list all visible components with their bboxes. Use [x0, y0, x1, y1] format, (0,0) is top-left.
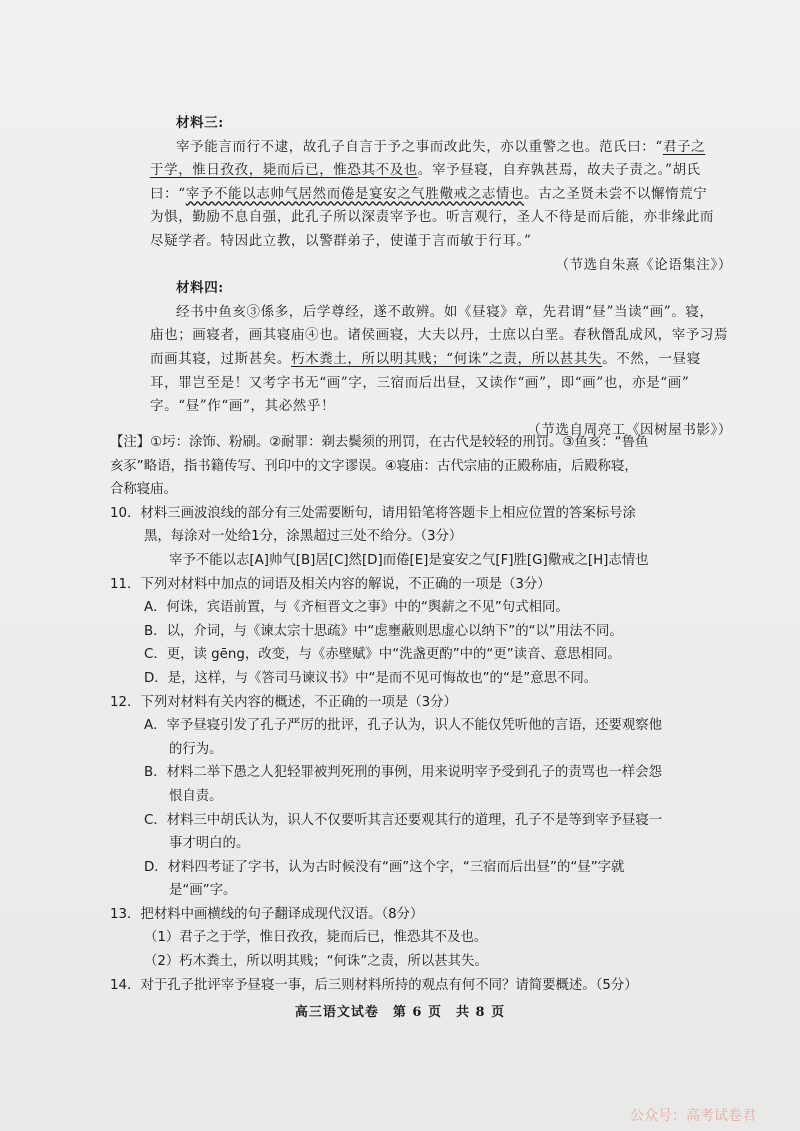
material-4-title: 材料四:	[176, 280, 224, 297]
material-4-line: 耳，罪岂至是！又考字书无“画”字，三宿而后出昼，又读作“画”，即“画”也，亦是“画”	[150, 374, 690, 391]
material-4-line: 庙也；画寝者，画其寝庙④也。诸侯画寝，大夫以丹，士庶以白垩。春秋僭乱成风，宰予习焉	[150, 327, 729, 344]
material-4-line: 字。“昼”作“画”，其必然乎！	[150, 398, 336, 415]
text: 而画其寝，过斯甚矣。	[150, 350, 291, 367]
question-13-sentence-1: （1）君子之于学，惟日孜孜，毙而后已，惟恐其不及也。	[144, 930, 488, 946]
material-3-line	[150, 183, 750, 207]
question-13-stem: 13．把材料中画横线的句子翻译成现代汉语。（8分）	[110, 906, 424, 922]
question-12-option-b: B．材料二举下愚之人犯轻罪被判死刑的事例，用来说明宰予受到孔子的责骂也一样会怨	[144, 765, 663, 781]
material-3-line: 尽疑学者。特因此立教，以警群弟子，使谨于言而敏于行耳。”	[150, 232, 532, 249]
question-12-option-d: D．材料四考证了字书，认为古时候没有“画”这个字，“三宿而后出昼”的“昼”字就	[144, 859, 625, 875]
note-line: 亥豕”略语，指书籍传写、刊印中的文字谬误。④寝庙：古代宗庙的正殿称庙，后殿称寝，	[110, 458, 638, 474]
material-3-line	[150, 159, 750, 183]
question-10-stem: 黑，每涂对一处给1分，涂黑超过三处不给分。（3分）	[144, 529, 463, 545]
question-12-option-b: 恨自责。	[169, 788, 223, 804]
question-11-option-a: A．何诛，宾语前置，与《齐桓晋文之事》中的“舆薪之不见”句式相同。	[144, 600, 569, 616]
text: 。古之圣贤未尝不以懈惰荒宁	[524, 185, 708, 202]
material-4-line	[150, 348, 750, 372]
question-12-stem: 12．下列对材料有关内容的概述，不正确的一项是（3分）	[110, 694, 457, 710]
passage-section	[150, 112, 750, 442]
question-12-option-c: 事才明白的。	[169, 836, 250, 852]
underlined-text: 君子之	[662, 138, 706, 155]
underlined-text: 朽木粪土，所以明其贱；“何诛”之责，所以甚其失	[291, 350, 603, 367]
question-12-option-a: A．宰予昼寝引发了孔子严厉的批评，孔子认为，识人不能仅凭听他的言语，还要观察他	[144, 718, 663, 734]
material-3-source: （节选自朱熹《论语集注》）	[555, 256, 732, 273]
underlined-text: 于学，惟日孜孜，毙而后已，惟恐其不及也	[150, 162, 418, 179]
question-12-option-d: 是“画”字。	[169, 883, 237, 899]
material-3-line: 为惧，勤励不息自强，此孔子所以深责宰予也。听言观行，圣人不待是而后能，亦非缘此而	[150, 209, 714, 226]
question-11-stem: 11．下列对材料中加点的词语及相关内容的解说，不正确的一项是（3分）	[110, 576, 551, 592]
material-3-line	[150, 136, 750, 160]
question-10-stem: 10．材料三画波浪线的部分有三处需要断句，请用铅笔将答题卡上相应位置的答案标号涂	[110, 505, 636, 521]
question-14-stem: 14．对于孔子批评宰予昼寝一事，后三则材料所持的观点有何不同？请简要概述。（5分）	[110, 977, 638, 993]
text: 。宰予昼寝，自弃孰甚焉，故夫子责之。”胡氏	[417, 162, 701, 179]
watermark: 公众号：高考试卷君	[630, 1108, 756, 1124]
question-10-sentence: 宰予不能以志[A]帅气[B]居[C]然[D]而倦[E]是宴安之气[F]胜[G]儆戒之[H]志情也	[169, 552, 649, 568]
question-11-option-d: D．是，这样，与《答司马谏议书》中“是而不见可悔故也”的“是”意思不同。	[144, 670, 598, 686]
question-11-option-c: C．更，读 gēng，改变，与《赤壁赋》中“洗盏更酌”中的“更”读音、意思相同。	[144, 647, 621, 663]
question-11-option-b: B．以，介词，与《谏太宗十思疏》中“虑壅蔽则思虚心以纳下”的“以”用法不同。	[144, 623, 623, 639]
questions-section	[110, 431, 770, 997]
note-line: 【注】①圬：涂饰、粉刷。②耐罪：剃去鬓须的刑罚，在古代是较轻的刑罚。③鱼亥：“鲁鱼	[110, 435, 649, 450]
question-12-option-c: C．材料三中胡氏认为，识人不仅要听其言还要观其行的道理，孔子不是等到宰予昼寝一	[144, 812, 663, 828]
text: 曰：“	[150, 185, 186, 202]
material-4-line: 经书中鱼亥③係多，后学尊经，遂不敢辨。如《昼寝》章，先君谓“昼”当读“画”。寝，	[176, 303, 714, 320]
wavy-underlined-text: 宰予不能以志帅气居然而倦是宴安之气胜儆戒之志情也	[185, 185, 525, 202]
page-footer: 高三语文试卷 第 6 页 共 8 页	[294, 1005, 506, 1020]
material-3-title: 材料三:	[176, 115, 224, 131]
text: 。不然，一昼寝	[602, 350, 701, 367]
material-4-source: （节选自周亮工《因树屋书影》）	[527, 421, 732, 438]
text: 宰予能言而行不逮，故孔子自言于予之事而改此失，亦以重警之也。范氏曰：“	[176, 138, 663, 155]
question-12-option-a: 的行为。	[169, 741, 223, 757]
question-13-sentence-2: （2）朽木粪土，所以明其贱；“何诛”之责，所以甚其失。	[144, 954, 488, 970]
note-line: 合称寝庙。	[110, 482, 177, 498]
